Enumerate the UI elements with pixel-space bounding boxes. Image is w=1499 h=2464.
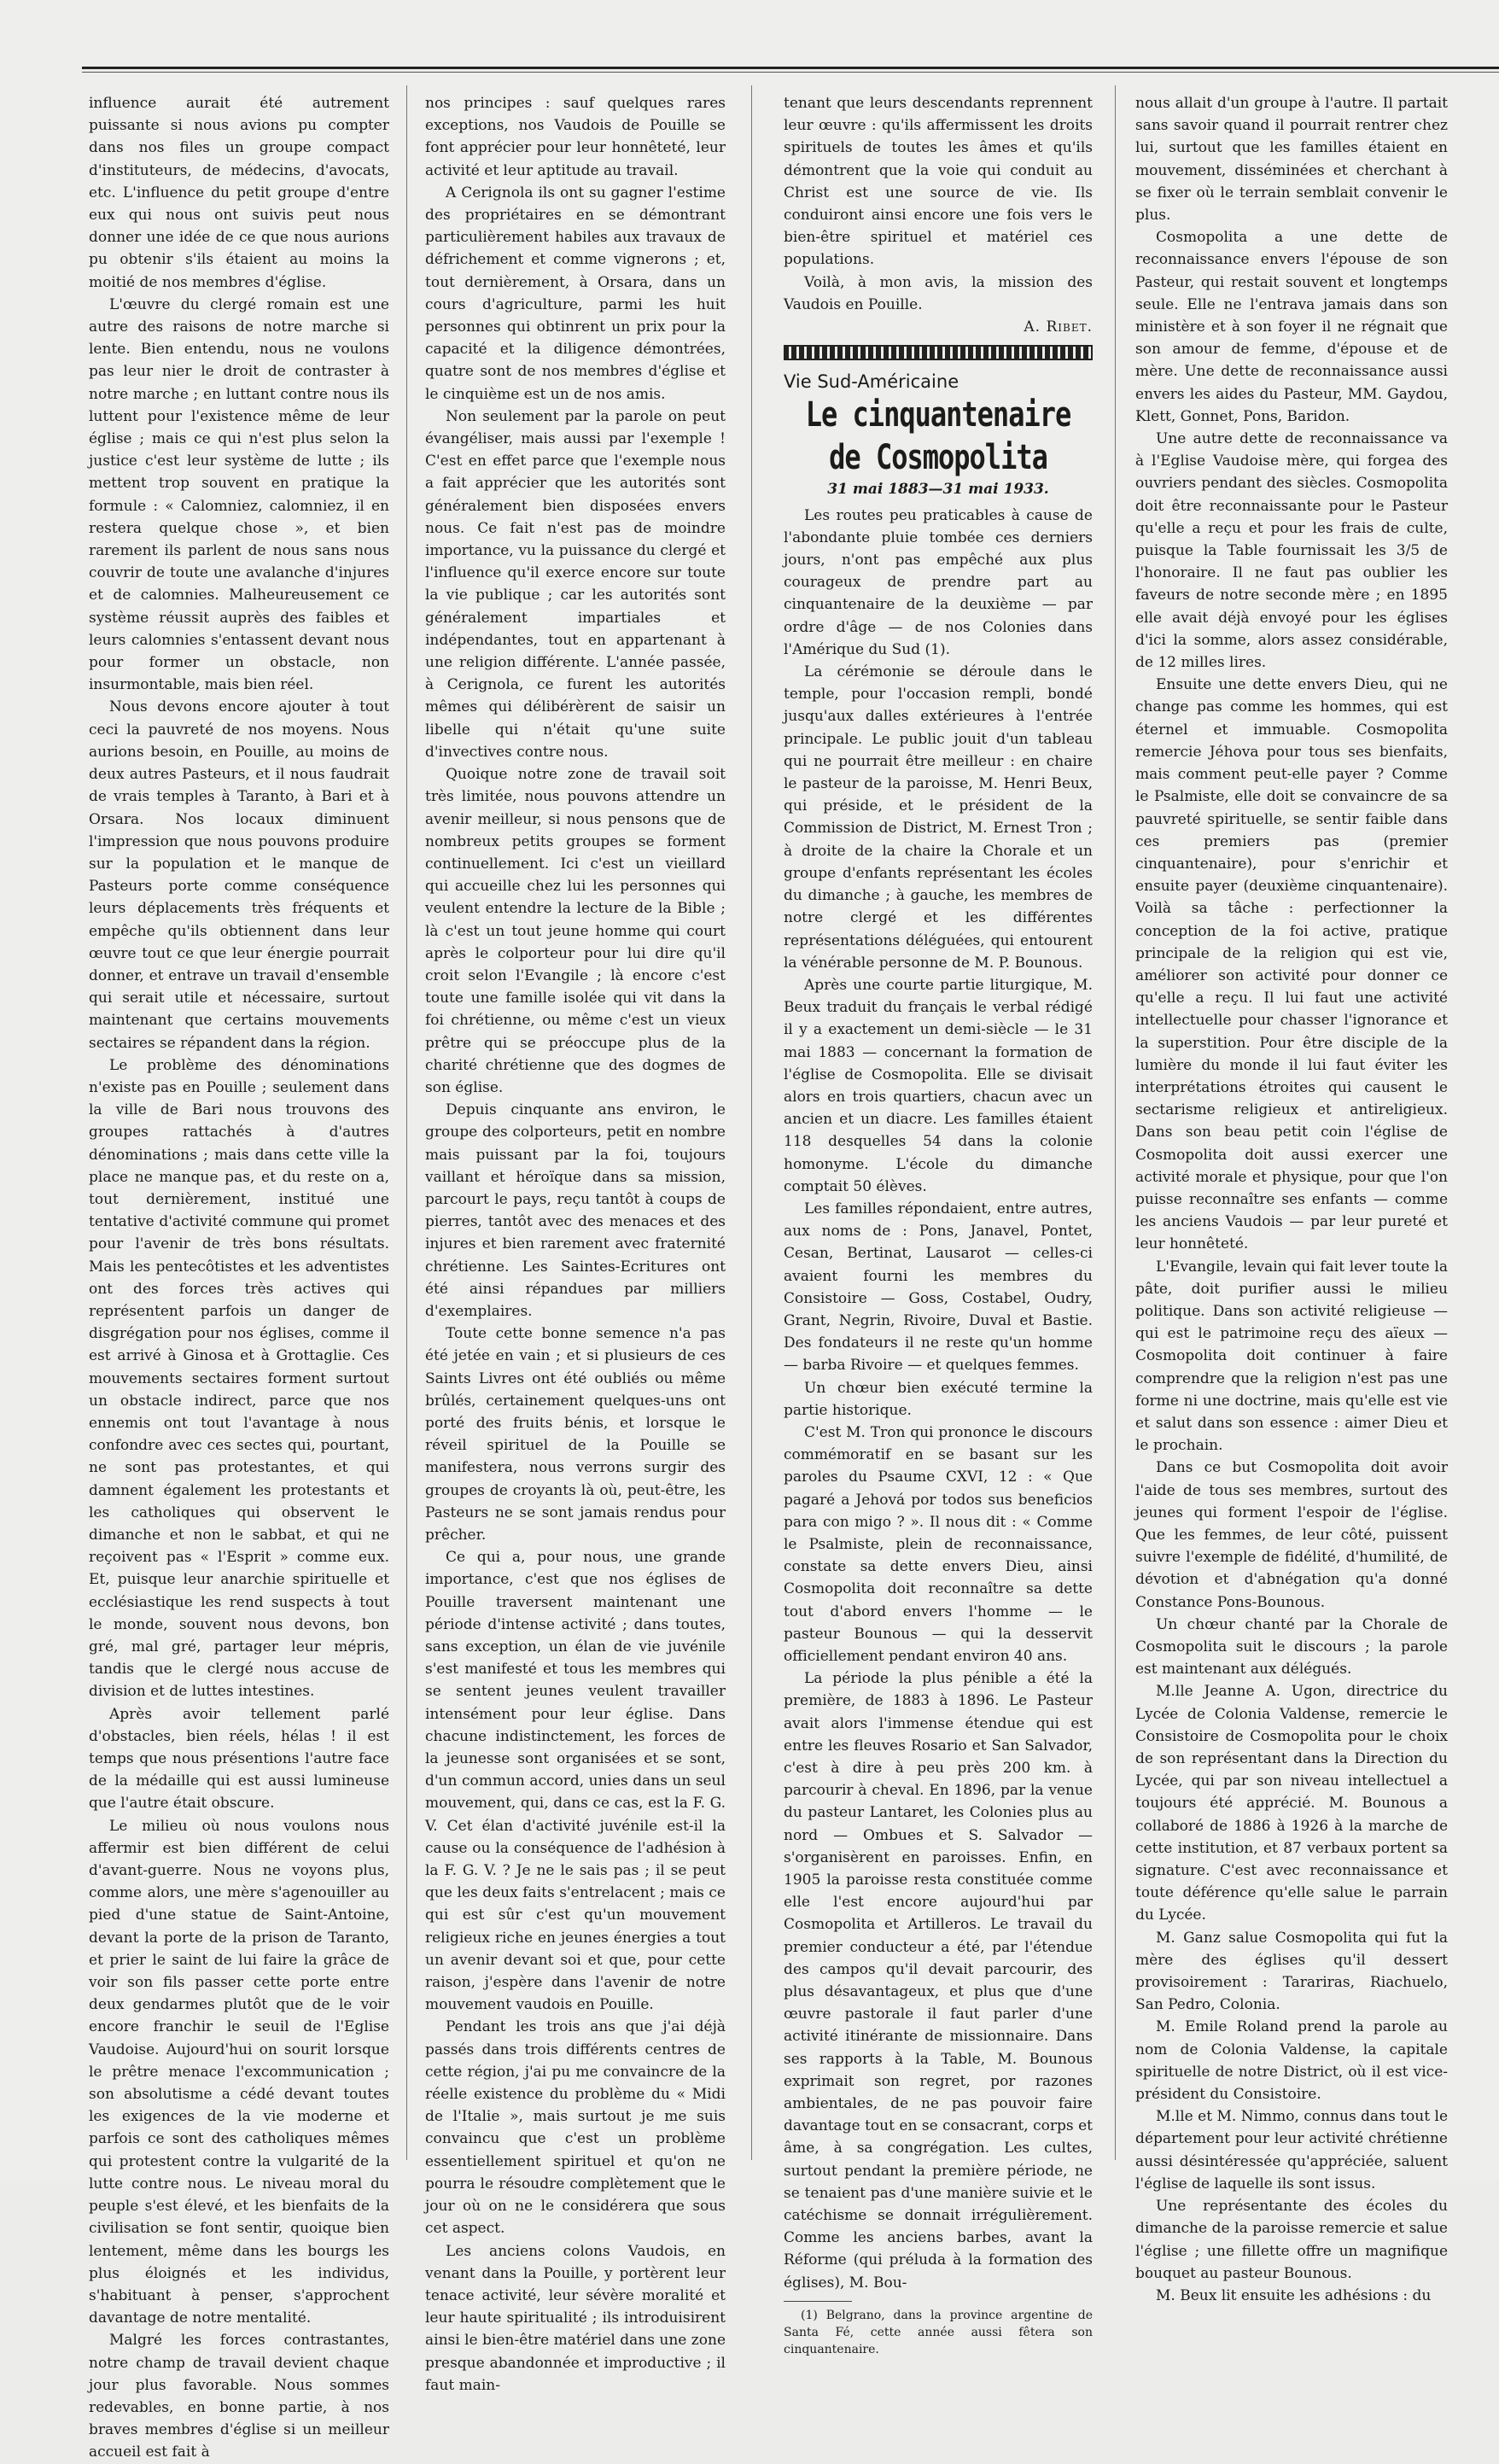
paragraph: La cérémonie se déroule dans le temple, pour l'occasion rempli, bondé jusqu'aux dalles extérieures à l'entrée principale. Le public jouit d'un tableau qui ne pourrait être meilleur : en chaire le pasteur de la paroisse, M. Henri Beux, qui préside, et le président de la Commission de District, M. Ernest Tron ; à droite de la chaire la Chorale et un groupe d'enfants représentant les écoles du dimanche ; à gauche, les membres de notre clergé et les différentes représentations déléguées, qui entourent la vénérable personne de M. P. Bounous. (784, 663, 1093, 972)
paragraph: Ensuite une dette envers Dieu, qui ne change pas comme les hommes, qui est éternel et immuable. Cosmopolita remercie Jéhova pour tous ses bienfaits, mais comment peut-elle payer ? Comme le Psalmiste, elle doit se convaincre de sa pauvreté spirituelle, se sentir faible dans ces premiers pas (premier cinquantenaire), pour s'enrichir et ensuite payer (deuxième cinquantenaire). Voilà sa tâche : perfectionner la conception de la foi active, pratique principale de la religion qui est vie, améliorer son activité pour donner ce qu'elle a reçu. Il lui faut une activité intellectuelle pour chasser l'ignorance et la superstition. Pour être disciple de la lumière du monde il lui faut éviter les interprétations étroites qui causent le sectarisme religieux et antireligieux. Dans son beau petit coin l'église de Cosmopolita doit aussi exercer une activité morale et physique, pour que l'on puisse reconnaître ses enfants — comme les anciens Vaudois — par leur pureté et leur honnêteté. (1135, 676, 1448, 1253)
footnote-rule (784, 2301, 852, 2302)
column-3 (784, 92, 1093, 2356)
paragraph: Après une courte partie liturgique, M. Beux traduit du français le verbal rédigé il y a exactement un demi-siècle — le 31 mai 1883 — concernant la formation de l'église de Cosmopolita. Elle se divisait alors en trois quartiers, chacun avec un ancien et un diacre. Les familles étaient 118 desquelles 54 dans la colonie homonyme. L'école du dimanche comptait 50 élèves. (784, 976, 1093, 1195)
paragraph: Ce qui a, pour nous, une grande importance, c'est que nos églises de Pouille traversent maintenant une période d'intense activité ; dans toutes, sans exception, un élan de vie juvénile s'est manifesté et tous les membres qui se sentent jeunes veulent travailler intensément pour leur église. Dans chacune indistinctement, les forces de la jeunesse sont organisées et se sont, d'un commun accord, unies dans un seul mouvement, qui, dans ce cas, est la F. G. V. Cet élan d'activité juvénile est-il la cause ou la conséquence de l'adhésion à la F. G. V. ? Je ne le sais pas ; il se peut que les deux faits s'entrelacent ; mais ce qui est sûr c'est qu'un mouvement religieux riche en jeunes énergies a tout un avenir devant soi et que, pour cette raison, j'espère dans l'avenir de notre mouvement vaudois en Pouille. (425, 1549, 726, 2014)
footnote: (1) Belgrano, dans la province argentine de Santa Fé, cette année aussi fêtera son cinquantenaire. (784, 2308, 1093, 2356)
top-rule-thin (82, 72, 1499, 73)
paragraph: La période la plus pénible a été la première, de 1883 à 1896. Le Pasteur avait alors l'immense étendue qui est entre les fleuves Rosario et San Salvador, c'est à dire à peu près 200 km. à parcourir à cheval. En 1896, par la venue du pasteur Lantaret, les Colonies plus au nord — Ombues et S. Salvador — s'organisèrent en paroisses. Enfin, en 1905 la paroisse resta constituée comme elle l'est encore aujourd'hui par Cosmopolita et Artilleros. Le travail du premier conducteur a été, par l'étendue des campos qu'il devait parcourir, des plus désavantageux, et plus que d'une œuvre pastorale il faut parler d'une activité itinérante de missionnaire. Dans ses rapports à la Table, M. Bounous exprimait son regret, por razones ambientales, de ne pas pouvoir faire davantage tout en se consacrant, corps et âme, à sa congrégation. Les cultes, surtout pendant la première période, ne se tenaient pas d'une manière suivie et le catéchisme se donnait irrégulièrement. Comme les anciens barbes, avant la Réforme (qui préluda à la formation des églises), M. Bou- (784, 1670, 1093, 2292)
paragraph: Quoique notre zone de travail soit très limitée, nous pouvons attendre un avenir meilleur, si nous pensons que de nombreux petits groupes se forment continuellement. Ici c'est un vieillard qui accueille chez lui les personnes qui veulent entendre la lecture de la Bible ; là c'est un tout jeune homme qui court après le colporteur pour lui dire qu'il croit selon l'Evangile ; là encore c'est toute une famille isolée qui vit dans la foi chrétienne, ou même c'est un vieux prêtre qui se préoccupe plus de la charité chrétienne que des dogmes de son église. (425, 766, 726, 1096)
paragraph: Après avoir tellement parlé d'obstacles, bien réels, hélas ! il est temps que nous présentions l'autre face de la médaille qui est aussi lumineuse que l'autre était obscure. (89, 1705, 389, 1813)
paragraph: Un chœur chanté par la Chorale de Cosmopolita suit le discours ; la parole est maintenant aux délégués. (1135, 1615, 1448, 1679)
paragraph: A Cerignola ils ont su gagner l'estime des propriétaires en se démontrant particulièrement habiles aux travaux de défrichement et comme vignerons ; et, tout dernièrement, à Orsara, dans un cours d'agriculture, parmi les huit personnes qui obtinrent un prix pour la capacité et la diligence démontrées, quatre sont de nos membres d'église et le cinquième est un de nos amis. (425, 184, 726, 403)
paragraph: influence aurait été autrement puissante si nous avions pu compter dans nos files un groupe compact d'instituteurs, de médecins, d'avocats, etc. L'influence du petit groupe d'entre eux qui nous ont suivis peut nous donner une idée de ce que nous aurions pu obtenir s'ils étaient au moins la moitié de nos membres d'église. (89, 95, 389, 291)
column-divider-3 (1115, 85, 1116, 2160)
paragraph: Voilà, à mon avis, la mission des Vaudois en Pouille. (784, 273, 1093, 313)
article-signature: A. Ribet. (1024, 318, 1093, 336)
top-rule (82, 67, 1499, 69)
paragraph: C'est M. Tron qui prononce le discours commémoratif en se basant sur les paroles du Psaume CXVI, 12 : « Que pagaré a Jehová por todos sus beneficios para con migo ? ». Il nous dit : « Comme le Psalmiste, plein de reconnaissance, constate sa dette envers Dieu, ainsi Cosmopolita doit reconnaître sa dette tout d'abord envers l'homme — le pasteur Bounous — qui la desservit officiellement pendant environ 40 ans. (784, 1423, 1093, 1665)
paragraph: Nous devons encore ajouter à tout ceci la pauvreté de nos moyens. Nous aurions besoin, en Pouille, au moins de deux autres Pasteurs, et il nous faudrait de vrais temples à Taranto, à Bari et à Orsara. Nos locaux diminuent l'impression que nous pouvons produire sur la population et le manque de Pasteurs porte comme conséquence leurs déplacements très fréquents et empêche qu'ils obtiennent dans leur œuvre tout ce que leur énergie pourrait donner, et entrave un travail d'ensemble qui serait utile et nécessaire, surtout maintenant que certains mouvements sectaires se répandent dans la région. (89, 698, 389, 1052)
paragraph: Toute cette bonne semence n'a pas été jetée en vain ; et si plusieurs de ces Saints Livres ont été oubliés ou même brûlés, certainement quelques-uns ont porté des fruits bénis, et lorsque le réveil spirituel de la Pouille se manifestera, nous verrons surgir des groupes de croyants là où, peut-être, les Pasteurs ne se sont jamais rendus pour prêcher. (425, 1325, 726, 1544)
paragraph: Les anciens colons Vaudois, en venant dans la Pouille, y portèrent leur tenace activité, leur sévère moralité et leur haute spiritualité ; ils introduisirent ainsi le bien-être matériel dans une zone presque abandonnée et improductive ; il faut main- (425, 2242, 726, 2394)
paragraph: Non seulement par la parole on peut évangéliser, mais aussi par l'exemple ! C'est en effet parce que l'exemple nous a fait apprécier que les autorités sont généralement bien disposées envers nous. Ce fait n'est pas de moindre importance, vu la puissance du clergé et l'influence qu'il exerce encore sur toute la vie publique ; car les autorités sont généralement impartiales et indépendantes, tout en appartenant à une religion différente. L'année passée, à Cerignola, ce furent les autorités mêmes qui délibérèrent de saisir un libelle qui n'était qu'une suite d'invectives contre nous. (425, 407, 726, 761)
paragraph: M.lle Jeanne A. Ugon, directrice du Lycée de Colonia Valdense, remercie le Consistoire de Cosmopolita pour le choix de son représentant dans la Direction du Lycée, qui par son niveau intellectuel a toujours été apprécié. M. Bounous a collaboré de 1886 à 1926 à la marche de cette institution, et 87 verbaux portent sa signature. C'est avec reconnaissance et toute déférence qu'elle salue le parrain du Lycée. (1135, 1683, 1448, 1924)
column-2 (425, 92, 726, 2394)
paragraph: M. Ganz salue Cosmopolita qui fut la mère des églises qu'il dessert provisoirement : Tarariras, Riachuelo, San Pedro, Colonia. (1135, 1929, 1448, 2014)
article-ending (784, 92, 1093, 316)
paragraph: M. Beux lit ensuite les adhésions : du (1156, 2286, 1432, 2304)
paragraph: Les routes peu praticables à cause de l'abondante pluie tombée ces derniers jours, n'ont pas empêché aux plus courageux de prendre part au cinquantenaire de la deuxième — par ordre d'âge — de nos Colonies dans l'Amérique du Sud (1). (784, 506, 1093, 658)
paragraph: Dans ce but Cosmopolita doit avoir l'aide de tous ses membres, surtout des jeunes qui forment l'espoir de l'église. Que les femmes, de leur côté, puissent suivre l'exemple de fidélité, d'humilité, de dévotion et d'abnégation qu'a donné Constance Pons-Bounous. (1135, 1459, 1448, 1611)
paragraph: Malgré les forces contrastantes, notre champ de travail devient chaque jour plus favorable. Nous sommes redevables, en bonne partie, à nos braves membres d'église si un meilleur accueil est fait à (89, 2332, 389, 2461)
paragraph: L'œuvre du clergé romain est une autre des raisons de notre marche si lente. Bien entendu, nous ne voulons pas leur nier le droit de contraster à notre marche ; en luttant contre nous ils luttent pour l'existence même de leur église ; mais ce qui n'est plus selon la justice c'est leur système de lutte ; ils mettent trop souvent en pratique la formule : « Calomniez, calomniez, il en restera quelque chose », et bien rarement ils parlent de nous sans nous couvrir de toute une avalanche d'injures et de calomnies. Malheureusement ce système réussit auprès des faibles et leurs calomnies s'entassent devant nous pour former un obstacle, non insurmontable, mais bien réel. (89, 295, 389, 694)
column-1 (89, 92, 389, 2461)
paragraph: tenant que leurs descendants reprennent leur œuvre : qu'ils affermissent les droits spirituels de toutes les âmes et qu'ils démontrent que la voie qui conduit au Christ est une source de vie. Ils conduiront ainsi encore une fois vers le bien-être spirituel et matériel ces populations. (784, 95, 1093, 269)
paragraph: Les familles répondaient, entre autres, aux noms de : Pons, Janavel, Pontet, Cesan, Bertinat, Lausarot — celles-ci avaient fourni les membres du Consistoire — Goss, Costabel, Oudry, Grant, Negrin, Rivoire, Duval et Bastie. Des fondateurs il ne reste qu'un homme — barba Rivoire — et quelques femmes. (784, 1200, 1093, 1375)
paragraph: M. Emile Roland prend la parole au nom de Colonia Valdense, la capitale spirituelle de notre District, où il est vice-président du Consistoire. (1135, 2018, 1448, 2104)
paragraph: Pendant les trois ans que j'ai déjà passés dans trois différents centres de cette région, j'ai pu me convaincre de la réelle existence du problème du « Midi de l'Italie », mais surtout je me suis convaincu que c'est un problème essentiellement spirituel et qu'on ne pourra le résoudre complètement que le jour où on ne le considérera que sous cet aspect. (425, 2018, 726, 2238)
column-4 (1135, 92, 1448, 2304)
paragraph: Un chœur bien exécuté termine la partie historique. (784, 1379, 1093, 1419)
paragraph: Depuis cinquante ans environ, le groupe des colporteurs, petit en nombre mais puissant par la foi, toujours vaillant et héroïque dans sa mission, parcourt le pays, reçu tantôt à coups de pierres, tantôt avec des menaces et des injures et bien rarement avec fraternité chrétienne. Les Saintes-Ecritures ont été ainsi répandues par milliers d'exemplaires. (425, 1101, 726, 1320)
paragraph: nous allait d'un groupe à l'autre. Il partait sans savoir quand il pourrait rentrer chez lui, surtout que les familles étaient en mouvement, disséminées et cherchant à se fixer où le terrain semblait convenir le plus. (1135, 95, 1448, 225)
article-dates: 31 mai 1883—31 mai 1933. (827, 481, 1049, 499)
paragraph: Une représentante des écoles du dimanche de la paroisse remercie et salue l'église ; une fillette offre un magnifique bouquet au pasteur Bounous. (1135, 2198, 1448, 2282)
article-body (784, 505, 1093, 2294)
paragraph: Le milieu où nous voulons nous affermir est bien différent de celui d'avant-guerre. Nous ne voyons plus, comme alors, une mère s'agenouiller au pied d'une statue de Saint-Antoine, devant la porte de la prison de Taranto, et prier le saint de lui faire la grâce de voir son fils passer cette porte entre deux gendarmes plutôt que de le voir encore franchir le seuil de l'Eglise Vaudoise. Aujourd'hui on sourit lorsque le prêtre menace l'excommunication ; son absolutisme a cédé devant toutes les exigences de la vie moderne et parfois ce sont des catholiques mêmes qui protestent contre la vulgarité de la lutte contre nous. Le niveau moral du peuple s'est élevé, et les bienfaits de la civilisation se font sentir, quoique bien lentement, même dans les bourgs les plus éloignés et les individus, s'habituant à penser, s'approchent davantage de notre mentalité. (89, 1817, 389, 2327)
section-rubric: Vie Sud-Américaine (784, 371, 959, 393)
column-divider-2 (751, 85, 752, 2160)
paragraph: M.lle et M. Nimmo, connus dans tout le département pour leur activité chrétienne aussi désintéressée qu'appréciée, saluent l'église de laquelle ils sont issus. (1135, 2108, 1448, 2192)
column-divider-1 (406, 85, 407, 2160)
article-headline: Le cinquantenaire de Cosmopolita (805, 394, 1071, 478)
paragraph: nos principes : sauf quelques rares exceptions, nos Vaudois de Pouille se font apprécier pour leur honnêteté, leur activité et leur aptitude au travail. (425, 95, 726, 179)
ornamental-divider (784, 345, 1093, 360)
paragraph: Une autre dette de reconnaissance va à l'Eglise Vaudoise mère, qui forgea des ouvriers pendant des siècles. Cosmopolita doit être reconnaissante pour le Pasteur qu'elle a reçu et pour les frais de culte, puisque la Table fournissait les 3/5 de l'honoraire. Il ne faut pas oublier les faveurs de notre seconde mère ; en 1895 elle avait déjà envoyé pour les églises d'ici la somme, alors assez considérable, de 12 milles lires. (1135, 430, 1448, 672)
paragraph: L'Evangile, levain qui fait lever toute la pâte, doit purifier aussi le milieu politique. Dans son activité religieuse — qui est le patrimoine reçu des aïeux — Cosmopolita doit continuer à faire comprendre que la religion n'est pas une forme ni une doctrine, mais qu'elle est vie et salut dans son essence : aimer Dieu et le prochain. (1135, 1258, 1448, 1455)
paragraph: Le problème des dénominations n'existe pas en Pouille ; seulement dans la ville de Bari nous trouvons des groupes rattachés à d'autres dénominations ; mais dans cette ville la place ne manque pas, et du reste on a, tout dernièrement, institué une tentative d'activité commune qui promet pour l'avenir de très bons résultats. Mais les pentecôtistes et les adventistes ont des forces très actives qui représentent parfois un danger de disgrégation pour nos églises, comme il est arrivé à Ginosa et à Grottaglie. Ces mouvements sectaires forment surtout un obstacle indirect, parce que nos ennemis ont tout l'avantage à nous confondre avec ces sectes qui, pourtant, ne sont pas protestantes, et qui damnent également les protestants et les catholiques qui observent le dimanche et non le sabbat, et qui ne reçoivent pas « l'Esprit » comme eux. Et, puisque leur anarchie spirituelle et ecclésiastique les rend suspects à tout le monde, souvent nous devons, bon gré, mal gré, partager leur mépris, tandis que le clergé nous accuse de division et de luttes intestines. (89, 1056, 389, 1701)
paragraph: Cosmopolita a une dette de reconnaissance envers l'épouse de son Pasteur, qui restait souvent et longtemps seule. Elle ne l'entrava jamais dans son ministère et à son foyer il ne régnait que son amour de femme, d'épouse et de mère. Une dette de reconnaissance aussi envers les aides du Pasteur, MM. Gaydou, Klett, Gonnet, Pons, Baridon. (1135, 229, 1448, 425)
